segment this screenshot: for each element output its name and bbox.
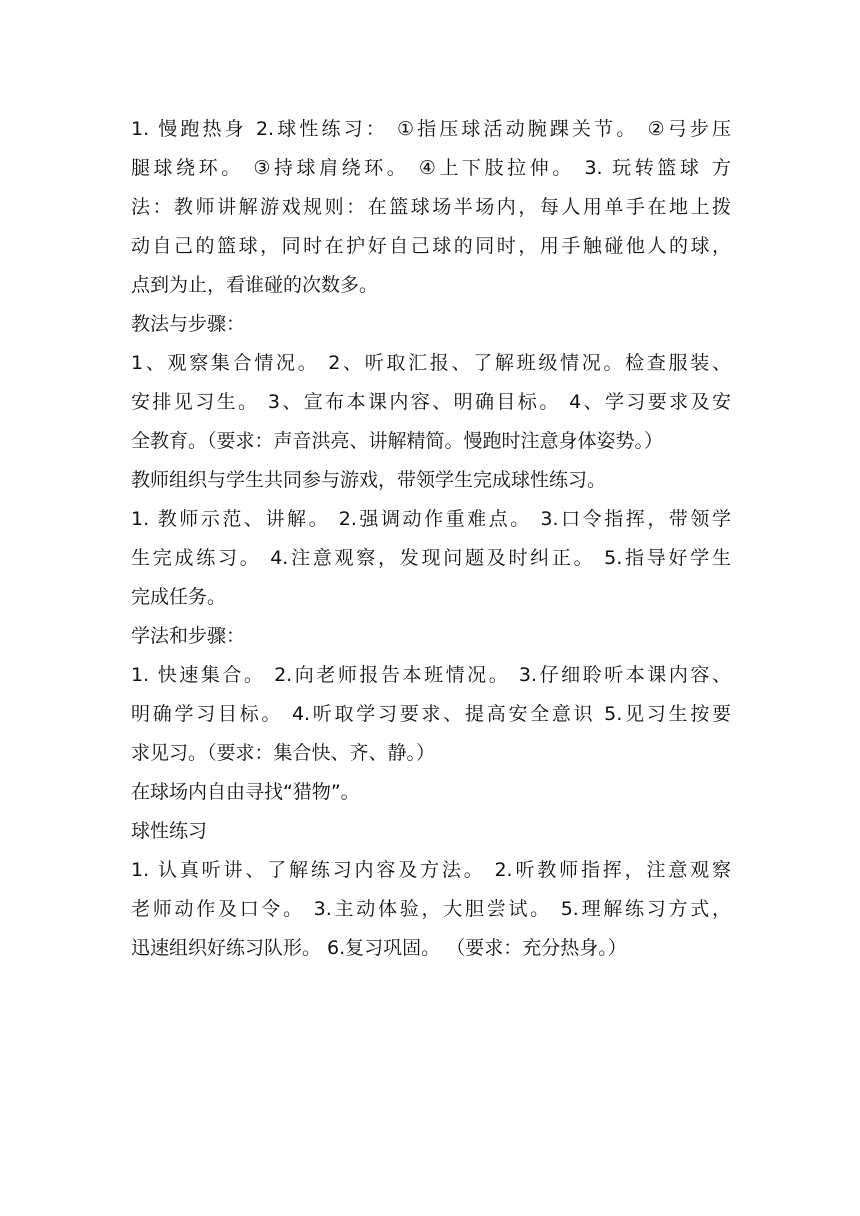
text-line: 迅速组织好练习队形。 6.复习巩固。 （要求：充分热身。）	[131, 937, 627, 959]
document-body	[131, 110, 731, 968]
text-line: 1、观察集合情况。 2、听取汇报、了解班级情况。检查服装、	[131, 352, 731, 374]
text-line: 1. 快速集合。 2.向老师报告本班情况。 3.仔细聆听本课内容、	[131, 664, 731, 686]
text-line: 腿球绕环。 ③持球肩绕环。 ④上下肢拉伸。 3. 玩转篮球 方	[131, 157, 731, 179]
text-line: 求见习。（要求：集合快、齐、静。）	[131, 742, 436, 764]
text-line: 全教育。（要求：声音洪亮、讲解精简。慢跑时注意身体姿势。）	[131, 430, 664, 452]
text-line: 点到为止，看谁碰的次数多。	[131, 274, 379, 296]
text-line: 1. 教师示范、讲解。 2.强调动作重难点。 3.口令指挥，带领学	[131, 508, 731, 530]
section-heading: 球性练习	[131, 820, 208, 842]
text-line: 明确学习目标。 4.听取学习要求、提高安全意识 5.见习生按要	[131, 703, 731, 725]
text-line: 安排见习生。 3、宣布本课内容、明确目标。 4、学习要求及安	[131, 391, 731, 413]
text-line: 生完成练习。 4.注意观察，发现问题及时纠正。 5.指导好学生	[131, 547, 731, 569]
section-heading: 教法与步骤：	[131, 313, 246, 335]
text-line: 1. 慢跑热身 2.球性练习： ①指压球活动腕踝关节。 ②弓步压	[131, 118, 731, 140]
text-line: 动自己的篮球，同时在护好自己球的同时，用手触碰他人的球，	[131, 235, 731, 257]
section-heading: 学法和步骤：	[131, 625, 246, 647]
text-line: 教师组织与学生共同参与游戏，带领学生完成球性练习。	[131, 469, 607, 491]
text-line: 完成任务。	[131, 586, 227, 608]
text-line: 老师动作及口令。 3.主动体验，大胆尝试。 5.理解练习方式，	[131, 898, 731, 920]
text-line: 在球场内自由寻找“猎物”。	[131, 781, 360, 803]
text-line: 法：教师讲解游戏规则：在篮球场半场内，每人用单手在地上拨	[131, 196, 731, 218]
text-line: 1. 认真听讲、了解练习内容及方法。 2.听教师指挥，注意观察	[131, 859, 731, 881]
